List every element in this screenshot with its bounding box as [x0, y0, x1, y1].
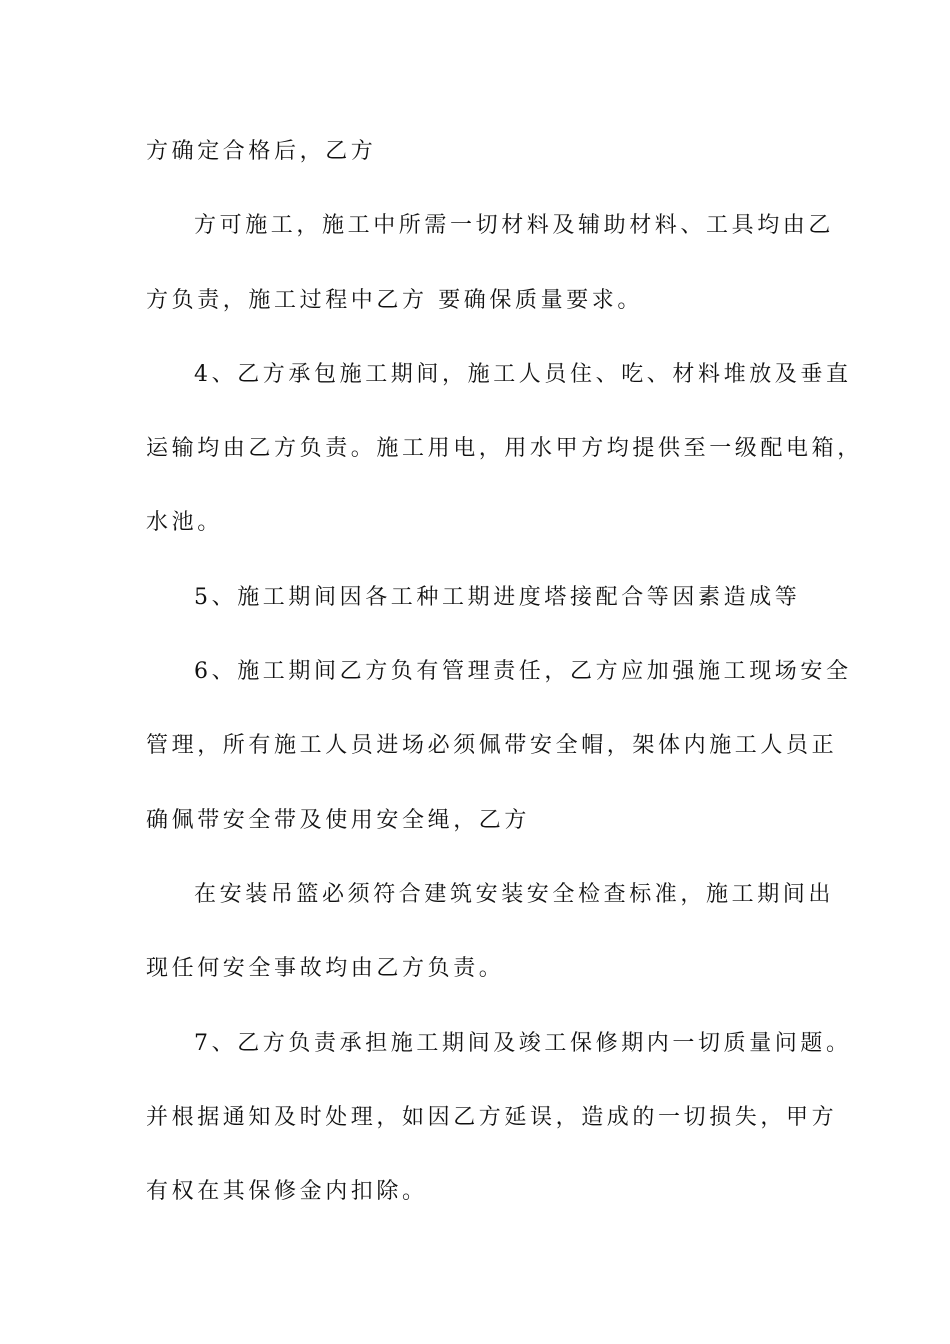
text-line: 确佩带安全带及使用安全绳，乙方 — [146, 807, 531, 833]
text-line: 方确定合格后，乙方 — [146, 139, 377, 164]
text-line: 现任何安全事故均由乙方负责。 — [146, 956, 505, 982]
text-line: 6、施工期间乙方负有管理责任，乙方应加强施工现场安全 — [194, 659, 852, 685]
text-line: 运输均由乙方负责。施工用电，用水甲方均提供至一级配电箱， — [146, 436, 863, 462]
text-line: 方负责，施工过程中乙方 要确保质量要求。 — [146, 287, 643, 313]
text-line: 7、乙方负责承担施工期间及竣工保修期内一切质量问题。 — [194, 1030, 852, 1056]
text-line: 水池。 — [146, 510, 223, 536]
text-line: 管理，所有施工人员进场必须佩带安全帽，架体内施工人员正 — [146, 733, 838, 759]
text-line: 4、乙方承包施工期间，施工人员住、吃、材料堆放及垂直 — [194, 361, 852, 387]
text-line: 在安装吊篮必须符合建筑安装安全检查标准，施工期间出 — [194, 881, 835, 907]
text-line: 并根据通知及时处理，如因乙方延误，造成的一切损失，甲方 — [146, 1104, 838, 1130]
text-line: 5、施工期间因各工种工期进度塔接配合等因素造成等 — [194, 584, 801, 610]
document-body — [146, 127, 863, 1241]
text-line: 有权在其保修金内扣除。 — [146, 1179, 428, 1205]
text-line: 方可施工，施工中所需一切材料及辅助材料、工具均由乙 — [194, 213, 835, 239]
